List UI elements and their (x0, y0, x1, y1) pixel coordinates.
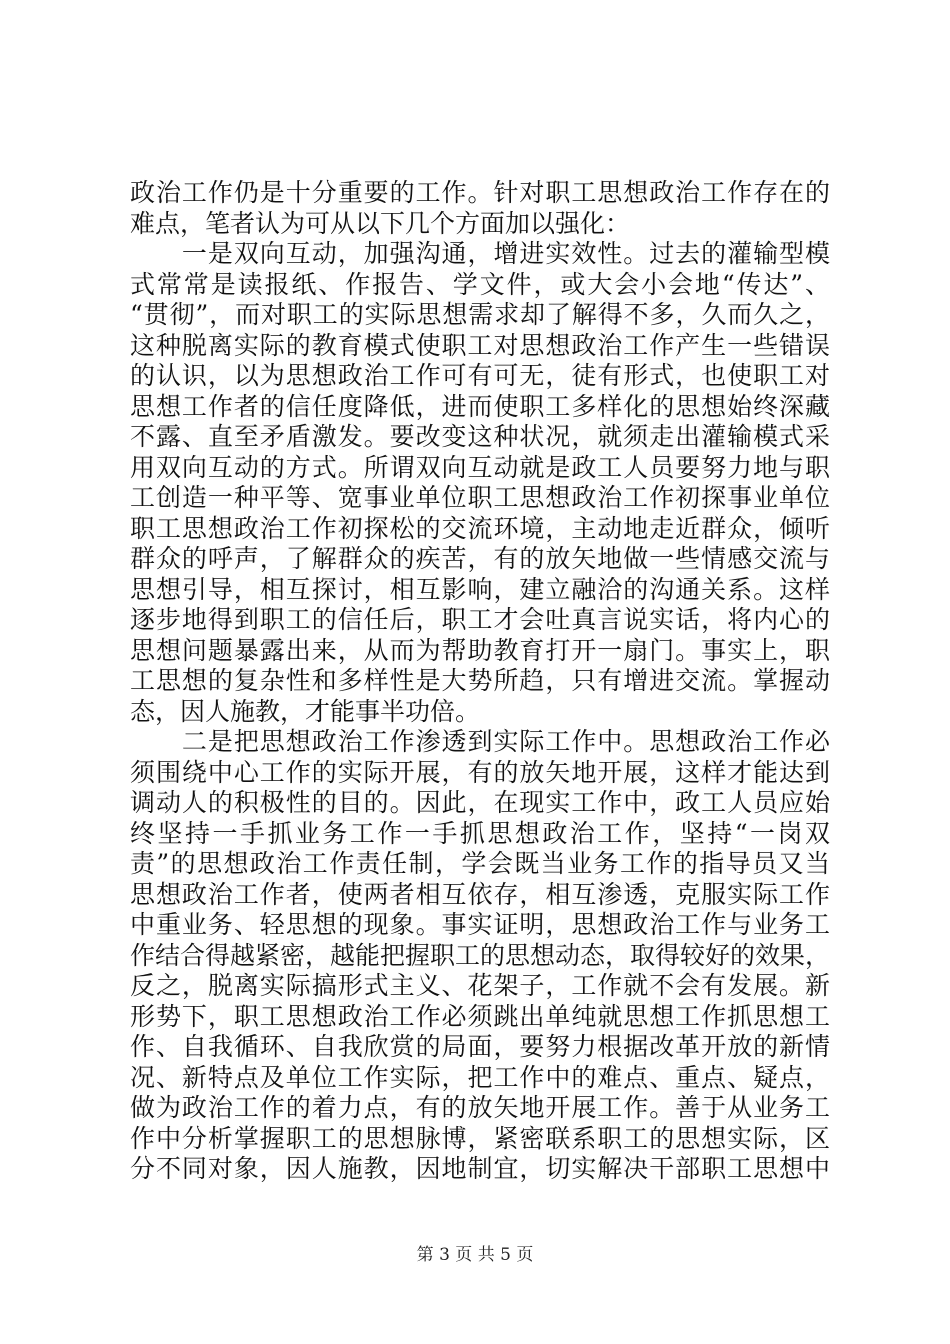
text-line: 况、新特点及单位工作实际，把工作中的难点、重点、疑点， (130, 1062, 830, 1092)
text-line: “贯彻”，而对职工的实际思想需求却了解得不多，久而久之， (130, 300, 830, 329)
text-line: 一是双向互动，加强沟通，增进实效性。过去的灌输型模 (130, 239, 830, 268)
text-line: 这种脱离实际的教育模式使职工对思想政治工作产生一些错误 (130, 330, 830, 360)
text-line: 调动人的积极性的目的。因此，在现实工作中，政工人员应始 (130, 788, 830, 817)
text-line: 思想政治工作者，使两者相互依存，相互渗透，克服实际工作 (130, 879, 830, 909)
text-line: 思想引导，相互探讨，相互影响，建立融洽的沟通关系。这样 (130, 574, 830, 604)
text-line: 终坚持一手抓业务工作一手抓思想政治工作，坚持“一岗双 (130, 818, 830, 848)
text-line: 形势下，职工思想政治工作必须跳出单纯就思想工作抓思想工 (130, 1001, 830, 1031)
text-line: 政治工作仍是十分重要的工作。针对职工思想政治工作存在的 (130, 178, 830, 207)
text-line: 做为政治工作的着力点，有的放矢地开展工作。善于从业务工 (130, 1093, 830, 1122)
document-body (130, 178, 830, 1185)
text-line: 分不同对象，因人施教，因地制宜，切实解决干部职工思想中 (130, 1154, 830, 1183)
text-line: 工思想的复杂性和多样性是大势所趋，只有增进交流。掌握动 (130, 666, 830, 695)
text-line: 工创造一种平等、宽事业单位职工思想政治工作初探事业单位 (130, 483, 830, 512)
text-line: 作、自我循环、自我欣赏的局面，要努力根据改革开放的新情 (130, 1032, 830, 1061)
text-line: 难点，笔者认为可从以下几个方面加以强化： (130, 208, 631, 238)
text-line: 职工思想政治工作初探松的交流环境，主动地走近群众，倾听 (130, 513, 830, 543)
text-line: 的认识，以为思想政治工作可有可无，徒有形式，也使职工对 (130, 361, 830, 390)
text-line: 思想工作者的信任度降低，进而使职工多样化的思想始终深藏 (130, 391, 830, 421)
text-line: 责”的思想政治工作责任制，学会既当业务工作的指导员又当 (130, 849, 830, 878)
text-line: 逐步地得到职工的信任后，职工才会吐真言说实话，将内心的 (130, 605, 830, 634)
text-line: 思想问题暴露出来，从而为帮助教育打开一扇门。事实上，职 (130, 635, 830, 665)
page-footer: 第 3 页 共 5 页 (416, 1245, 534, 1265)
text-line: 反之，脱离实际搞形式主义、花架子，工作就不会有发展。新 (130, 971, 830, 1000)
text-line: 式常常是读报纸、作报告、学文件，或大会小会地“传达”、 (130, 269, 830, 299)
text-line: 中重业务、轻思想的现象。事实证明，思想政治工作与业务工 (130, 910, 830, 939)
text-line: 态，因人施教，才能事半功倍。 (130, 696, 481, 726)
text-line: 作结合得越紧密，越能把握职工的思想动态，取得较好的效果， (130, 940, 831, 970)
text-line: 群众的呼声，了解群众的疾苦，有的放矢地做一些情感交流与 (130, 544, 830, 573)
text-line: 作中分析掌握职工的思想脉博，紧密联系职工的思想实际，区 (130, 1123, 830, 1153)
text-line: 不露、直至矛盾激发。要改变这种状况，就须走出灌输模式采 (130, 422, 830, 451)
text-line: 用双向互动的方式。所谓双向互动就是政工人员要努力地与职 (130, 452, 830, 482)
text-line: 须围绕中心工作的实际开展，有的放矢地开展，这样才能达到 (130, 757, 830, 787)
text-line: 二是把思想政治工作渗透到实际工作中。思想政治工作必 (130, 727, 830, 756)
